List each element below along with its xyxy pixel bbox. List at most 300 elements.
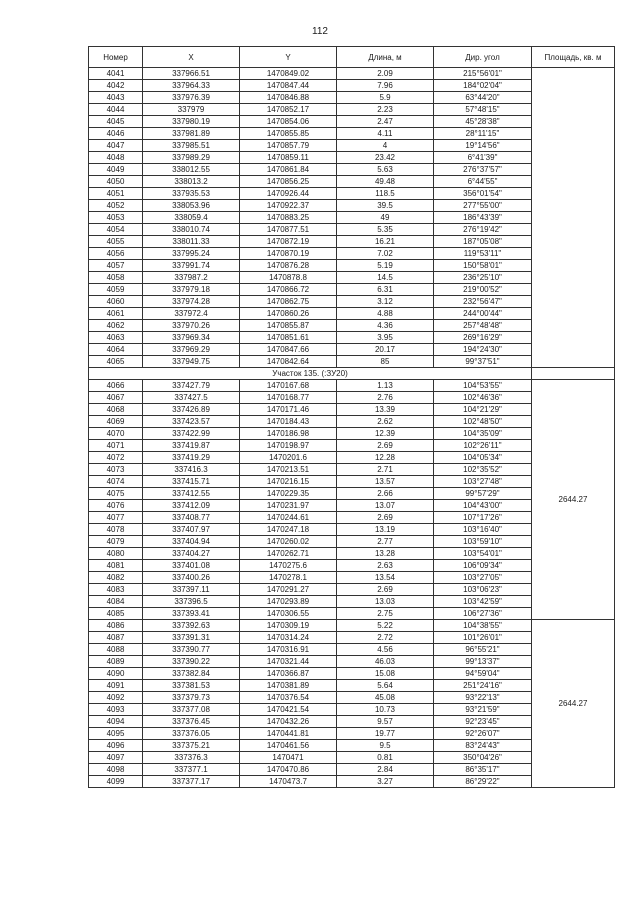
cell-length: 7.96 bbox=[337, 80, 434, 92]
cell-length: 5.22 bbox=[337, 620, 434, 632]
cell-y: 1470856.25 bbox=[240, 176, 337, 188]
cell-angle: 93°21'59" bbox=[434, 704, 532, 716]
cell-y: 1470216.15 bbox=[240, 476, 337, 488]
cell-length: 4.11 bbox=[337, 128, 434, 140]
cell-number: 4064 bbox=[89, 344, 143, 356]
cell-x: 337377.1 bbox=[143, 764, 240, 776]
cell-x: 337949.75 bbox=[143, 356, 240, 368]
section-title-filler bbox=[532, 368, 615, 380]
cell-y: 1470855.87 bbox=[240, 320, 337, 332]
cell-length: 1.13 bbox=[337, 380, 434, 392]
cell-length: 12.28 bbox=[337, 452, 434, 464]
cell-number: 4098 bbox=[89, 764, 143, 776]
cell-length: 5.64 bbox=[337, 680, 434, 692]
cell-number: 4090 bbox=[89, 668, 143, 680]
cell-y: 1470171.46 bbox=[240, 404, 337, 416]
cell-length: 12.39 bbox=[337, 428, 434, 440]
cell-x: 337423.57 bbox=[143, 416, 240, 428]
cell-length: 13.54 bbox=[337, 572, 434, 584]
cell-angle: 28°11'15" bbox=[434, 128, 532, 140]
cell-angle: 103°16'40" bbox=[434, 524, 532, 536]
cell-length: 2.71 bbox=[337, 464, 434, 476]
cell-y: 1470857.79 bbox=[240, 140, 337, 152]
cell-angle: 104°43'00" bbox=[434, 500, 532, 512]
cell-angle: 6°44'55" bbox=[434, 176, 532, 188]
cell-angle: 103°06'23" bbox=[434, 584, 532, 596]
cell-x: 337991.74 bbox=[143, 260, 240, 272]
cell-x: 337377.08 bbox=[143, 704, 240, 716]
cell-x: 337987.2 bbox=[143, 272, 240, 284]
section-title: Участок 135. (:ЗУ20) bbox=[89, 368, 532, 380]
cell-angle: 219°00'52" bbox=[434, 284, 532, 296]
cell-number: 4059 bbox=[89, 284, 143, 296]
cell-number: 4079 bbox=[89, 536, 143, 548]
cell-angle: 356°01'54" bbox=[434, 188, 532, 200]
cell-x: 338013.2 bbox=[143, 176, 240, 188]
cell-x: 337377.17 bbox=[143, 776, 240, 788]
cell-x: 337419.87 bbox=[143, 440, 240, 452]
cell-x: 337407.97 bbox=[143, 524, 240, 536]
cell-length: 10.73 bbox=[337, 704, 434, 716]
cell-length: 9.57 bbox=[337, 716, 434, 728]
cell-y: 1470842.64 bbox=[240, 356, 337, 368]
cell-length: 9.5 bbox=[337, 740, 434, 752]
cell-length: 13.03 bbox=[337, 596, 434, 608]
cell-y: 1470878.8 bbox=[240, 272, 337, 284]
cell-y: 1470852.17 bbox=[240, 104, 337, 116]
cell-length: 85 bbox=[337, 356, 434, 368]
cell-y: 1470877.51 bbox=[240, 224, 337, 236]
cell-number: 4042 bbox=[89, 80, 143, 92]
cell-y: 1470229.35 bbox=[240, 488, 337, 500]
cell-y: 1470862.75 bbox=[240, 296, 337, 308]
cell-x: 337404.27 bbox=[143, 548, 240, 560]
cell-x: 337400.26 bbox=[143, 572, 240, 584]
cell-x: 337415.71 bbox=[143, 476, 240, 488]
cell-angle: 63°44'20" bbox=[434, 92, 532, 104]
cell-y: 1470847.44 bbox=[240, 80, 337, 92]
cell-x: 338053.96 bbox=[143, 200, 240, 212]
cell-y: 1470186.98 bbox=[240, 428, 337, 440]
cell-y: 1470860.26 bbox=[240, 308, 337, 320]
cell-number: 4067 bbox=[89, 392, 143, 404]
cell-x: 337375.21 bbox=[143, 740, 240, 752]
cell-y: 1470872.19 bbox=[240, 236, 337, 248]
cell-number: 4085 bbox=[89, 608, 143, 620]
cell-angle: 103°27'48" bbox=[434, 476, 532, 488]
cell-y: 1470201.6 bbox=[240, 452, 337, 464]
cell-x: 337426.89 bbox=[143, 404, 240, 416]
cell-y: 1470260.02 bbox=[240, 536, 337, 548]
cell-number: 4065 bbox=[89, 356, 143, 368]
cell-angle: 94°59'04" bbox=[434, 668, 532, 680]
cell-y: 1470306.55 bbox=[240, 608, 337, 620]
cell-number: 4047 bbox=[89, 140, 143, 152]
cell-angle: 119°53'11" bbox=[434, 248, 532, 260]
cell-length: 3.27 bbox=[337, 776, 434, 788]
cell-x: 337396.5 bbox=[143, 596, 240, 608]
cell-angle: 102°46'36" bbox=[434, 392, 532, 404]
cell-angle: 150°58'01" bbox=[434, 260, 532, 272]
cell-angle: 99°57'29" bbox=[434, 488, 532, 500]
cell-x: 337985.51 bbox=[143, 140, 240, 152]
cell-length: 39.5 bbox=[337, 200, 434, 212]
cell-number: 4055 bbox=[89, 236, 143, 248]
cell-y: 1470470.86 bbox=[240, 764, 337, 776]
cell-length: 14.5 bbox=[337, 272, 434, 284]
cell-length: 46.03 bbox=[337, 656, 434, 668]
cell-length: 2.63 bbox=[337, 560, 434, 572]
cell-number: 4080 bbox=[89, 548, 143, 560]
cell-x: 337974.28 bbox=[143, 296, 240, 308]
cell-number: 4056 bbox=[89, 248, 143, 260]
cell-length: 13.07 bbox=[337, 500, 434, 512]
cell-number: 4096 bbox=[89, 740, 143, 752]
cell-angle: 99°13'37" bbox=[434, 656, 532, 668]
cell-angle: 104°38'55" bbox=[434, 620, 532, 632]
cell-length: 4 bbox=[337, 140, 434, 152]
cell-number: 4069 bbox=[89, 416, 143, 428]
cell-y: 1470471 bbox=[240, 752, 337, 764]
cell-angle: 6°41'39" bbox=[434, 152, 532, 164]
cell-y: 1470847.66 bbox=[240, 344, 337, 356]
cell-number: 4086 bbox=[89, 620, 143, 632]
page-number: 112 bbox=[312, 26, 328, 37]
cell-x: 337979.18 bbox=[143, 284, 240, 296]
cell-length: 45.08 bbox=[337, 692, 434, 704]
cell-number: 4088 bbox=[89, 644, 143, 656]
cell-number: 4097 bbox=[89, 752, 143, 764]
cell-number: 4082 bbox=[89, 572, 143, 584]
cell-length: 49.48 bbox=[337, 176, 434, 188]
cell-length: 4.56 bbox=[337, 644, 434, 656]
cell-number: 4048 bbox=[89, 152, 143, 164]
cell-x: 337970.26 bbox=[143, 320, 240, 332]
cell-x: 337935.53 bbox=[143, 188, 240, 200]
cell-y: 1470432.26 bbox=[240, 716, 337, 728]
cell-y: 1470184.43 bbox=[240, 416, 337, 428]
cell-angle: 257°48'48" bbox=[434, 320, 532, 332]
cell-length: 2.23 bbox=[337, 104, 434, 116]
cell-number: 4045 bbox=[89, 116, 143, 128]
cell-length: 5.63 bbox=[337, 164, 434, 176]
header-length: Длина, м bbox=[337, 47, 434, 68]
cell-x: 337408.77 bbox=[143, 512, 240, 524]
cell-number: 4051 bbox=[89, 188, 143, 200]
cell-y: 1470366.87 bbox=[240, 668, 337, 680]
cell-x: 337391.31 bbox=[143, 632, 240, 644]
cell-number: 4072 bbox=[89, 452, 143, 464]
cell-x: 337381.53 bbox=[143, 680, 240, 692]
table-row bbox=[89, 620, 615, 632]
cell-number: 4078 bbox=[89, 524, 143, 536]
cell-number: 4063 bbox=[89, 332, 143, 344]
cell-angle: 269°16'29" bbox=[434, 332, 532, 344]
cell-y: 1470926.44 bbox=[240, 188, 337, 200]
cell-length: 4.88 bbox=[337, 308, 434, 320]
area-cell: 2644.27 bbox=[532, 380, 615, 620]
cell-angle: 244°00'44" bbox=[434, 308, 532, 320]
cell-length: 5.9 bbox=[337, 92, 434, 104]
cell-angle: 107°17'26" bbox=[434, 512, 532, 524]
cell-number: 4041 bbox=[89, 68, 143, 80]
cell-y: 1470278.1 bbox=[240, 572, 337, 584]
cell-y: 1470231.97 bbox=[240, 500, 337, 512]
cell-number: 4050 bbox=[89, 176, 143, 188]
area-cell bbox=[532, 68, 615, 368]
cell-angle: 86°29'22" bbox=[434, 776, 532, 788]
cell-angle: 106°09'34" bbox=[434, 560, 532, 572]
cell-angle: 276°37'57" bbox=[434, 164, 532, 176]
header-area: Площадь, кв. м bbox=[532, 47, 615, 68]
cell-y: 1470309.19 bbox=[240, 620, 337, 632]
cell-number: 4089 bbox=[89, 656, 143, 668]
cell-number: 4058 bbox=[89, 272, 143, 284]
cell-length: 7.02 bbox=[337, 248, 434, 260]
cell-x: 337382.84 bbox=[143, 668, 240, 680]
cell-y: 1470244.61 bbox=[240, 512, 337, 524]
cell-x: 337416.3 bbox=[143, 464, 240, 476]
cell-angle: 104°21'29" bbox=[434, 404, 532, 416]
cell-angle: 102°48'50" bbox=[434, 416, 532, 428]
cell-number: 4093 bbox=[89, 704, 143, 716]
cell-y: 1470861.84 bbox=[240, 164, 337, 176]
cell-angle: 277°55'00" bbox=[434, 200, 532, 212]
area-cell: 2644.27 bbox=[532, 620, 615, 788]
cell-y: 1470321.44 bbox=[240, 656, 337, 668]
cell-length: 2.09 bbox=[337, 68, 434, 80]
cell-length: 15.08 bbox=[337, 668, 434, 680]
cell-number: 4062 bbox=[89, 320, 143, 332]
cell-x: 337390.77 bbox=[143, 644, 240, 656]
cell-y: 1470922.37 bbox=[240, 200, 337, 212]
cell-angle: 103°27'05" bbox=[434, 572, 532, 584]
cell-number: 4081 bbox=[89, 560, 143, 572]
cell-length: 4.36 bbox=[337, 320, 434, 332]
cell-y: 1470859.11 bbox=[240, 152, 337, 164]
cell-y: 1470854.06 bbox=[240, 116, 337, 128]
cell-number: 4087 bbox=[89, 632, 143, 644]
cell-y: 1470167.68 bbox=[240, 380, 337, 392]
cell-number: 4071 bbox=[89, 440, 143, 452]
cell-length: 6.31 bbox=[337, 284, 434, 296]
cell-x: 337979 bbox=[143, 104, 240, 116]
cell-length: 13.39 bbox=[337, 404, 434, 416]
cell-angle: 104°05'34" bbox=[434, 452, 532, 464]
table-row bbox=[89, 380, 615, 392]
cell-length: 2.72 bbox=[337, 632, 434, 644]
cell-y: 1470275.6 bbox=[240, 560, 337, 572]
cell-angle: 276°19'42" bbox=[434, 224, 532, 236]
cell-y: 1470213.51 bbox=[240, 464, 337, 476]
cell-length: 118.5 bbox=[337, 188, 434, 200]
cell-x: 337376.3 bbox=[143, 752, 240, 764]
cell-length: 5.19 bbox=[337, 260, 434, 272]
cell-length: 13.28 bbox=[337, 548, 434, 560]
cell-angle: 102°35'52" bbox=[434, 464, 532, 476]
cell-y: 1470849.02 bbox=[240, 68, 337, 80]
cell-length: 23.42 bbox=[337, 152, 434, 164]
cell-length: 5.35 bbox=[337, 224, 434, 236]
cell-number: 4094 bbox=[89, 716, 143, 728]
cell-angle: 194°24'30" bbox=[434, 344, 532, 356]
cell-angle: 19°14'56" bbox=[434, 140, 532, 152]
cell-x: 337404.94 bbox=[143, 536, 240, 548]
cell-y: 1470855.85 bbox=[240, 128, 337, 140]
cell-number: 4057 bbox=[89, 260, 143, 272]
cell-number: 4052 bbox=[89, 200, 143, 212]
cell-x: 337379.73 bbox=[143, 692, 240, 704]
cell-angle: 103°59'10" bbox=[434, 536, 532, 548]
cell-angle: 350°04'26" bbox=[434, 752, 532, 764]
cell-length: 16.21 bbox=[337, 236, 434, 248]
cell-x: 337412.55 bbox=[143, 488, 240, 500]
cell-length: 49 bbox=[337, 212, 434, 224]
table-row bbox=[89, 68, 615, 80]
cell-y: 1470883.25 bbox=[240, 212, 337, 224]
cell-number: 4083 bbox=[89, 584, 143, 596]
cell-number: 4054 bbox=[89, 224, 143, 236]
cell-x: 337393.41 bbox=[143, 608, 240, 620]
cell-number: 4095 bbox=[89, 728, 143, 740]
cell-length: 2.77 bbox=[337, 536, 434, 548]
cell-y: 1470293.89 bbox=[240, 596, 337, 608]
cell-y: 1470851.61 bbox=[240, 332, 337, 344]
cell-angle: 99°37'51" bbox=[434, 356, 532, 368]
cell-x: 338010.74 bbox=[143, 224, 240, 236]
cell-y: 1470846.88 bbox=[240, 92, 337, 104]
cell-x: 337995.24 bbox=[143, 248, 240, 260]
cell-y: 1470262.71 bbox=[240, 548, 337, 560]
cell-x: 338059.4 bbox=[143, 212, 240, 224]
cell-angle: 93°22'13" bbox=[434, 692, 532, 704]
cell-number: 4068 bbox=[89, 404, 143, 416]
cell-number: 4074 bbox=[89, 476, 143, 488]
cell-x: 337419.29 bbox=[143, 452, 240, 464]
cell-length: 2.69 bbox=[337, 512, 434, 524]
cell-length: 20.17 bbox=[337, 344, 434, 356]
cell-y: 1470441.81 bbox=[240, 728, 337, 740]
cell-y: 1470168.77 bbox=[240, 392, 337, 404]
cell-number: 4084 bbox=[89, 596, 143, 608]
cell-angle: 92°26'07" bbox=[434, 728, 532, 740]
cell-length: 2.69 bbox=[337, 440, 434, 452]
cell-length: 0.81 bbox=[337, 752, 434, 764]
cell-y: 1470314.24 bbox=[240, 632, 337, 644]
cell-number: 4099 bbox=[89, 776, 143, 788]
cell-x: 337972.4 bbox=[143, 308, 240, 320]
cell-angle: 232°56'47" bbox=[434, 296, 532, 308]
cell-angle: 104°35'09" bbox=[434, 428, 532, 440]
cell-angle: 103°54'01" bbox=[434, 548, 532, 560]
cell-y: 1470473.7 bbox=[240, 776, 337, 788]
cell-x: 337397.11 bbox=[143, 584, 240, 596]
cell-angle: 236°25'10" bbox=[434, 272, 532, 284]
cell-x: 337427.79 bbox=[143, 380, 240, 392]
cell-x: 337966.51 bbox=[143, 68, 240, 80]
cell-y: 1470421.54 bbox=[240, 704, 337, 716]
cell-y: 1470291.27 bbox=[240, 584, 337, 596]
cell-length: 2.47 bbox=[337, 116, 434, 128]
cell-x: 337422.99 bbox=[143, 428, 240, 440]
cell-angle: 57°48'15" bbox=[434, 104, 532, 116]
cell-x: 337376.05 bbox=[143, 728, 240, 740]
header-angle: Дир. угол bbox=[434, 47, 532, 68]
cell-angle: 215°56'01" bbox=[434, 68, 532, 80]
table-body bbox=[89, 68, 615, 788]
cell-angle: 83°24'43" bbox=[434, 740, 532, 752]
cell-length: 19.77 bbox=[337, 728, 434, 740]
cell-x: 337964.33 bbox=[143, 80, 240, 92]
cell-number: 4077 bbox=[89, 512, 143, 524]
cell-x: 338011.33 bbox=[143, 236, 240, 248]
cell-number: 4075 bbox=[89, 488, 143, 500]
cell-angle: 187°05'08" bbox=[434, 236, 532, 248]
table-header-row bbox=[89, 47, 615, 68]
cell-angle: 101°26'01" bbox=[434, 632, 532, 644]
cell-number: 4092 bbox=[89, 692, 143, 704]
cell-y: 1470876.28 bbox=[240, 260, 337, 272]
cell-number: 4073 bbox=[89, 464, 143, 476]
cell-length: 2.76 bbox=[337, 392, 434, 404]
cell-length: 13.19 bbox=[337, 524, 434, 536]
cell-length: 3.95 bbox=[337, 332, 434, 344]
cell-x: 337969.34 bbox=[143, 332, 240, 344]
cell-x: 337401.08 bbox=[143, 560, 240, 572]
cell-length: 13.57 bbox=[337, 476, 434, 488]
cell-y: 1470376.54 bbox=[240, 692, 337, 704]
cell-y: 1470866.72 bbox=[240, 284, 337, 296]
cell-angle: 86°35'17" bbox=[434, 764, 532, 776]
cell-angle: 102°26'11" bbox=[434, 440, 532, 452]
cell-number: 4044 bbox=[89, 104, 143, 116]
cell-angle: 251°24'16" bbox=[434, 680, 532, 692]
cell-angle: 45°28'38" bbox=[434, 116, 532, 128]
cell-x: 337427.5 bbox=[143, 392, 240, 404]
cell-x: 337376.45 bbox=[143, 716, 240, 728]
cell-y: 1470381.89 bbox=[240, 680, 337, 692]
cell-angle: 103°42'59" bbox=[434, 596, 532, 608]
cell-y: 1470870.19 bbox=[240, 248, 337, 260]
cell-number: 4053 bbox=[89, 212, 143, 224]
cell-number: 4061 bbox=[89, 308, 143, 320]
cell-x: 337390.22 bbox=[143, 656, 240, 668]
cell-length: 2.62 bbox=[337, 416, 434, 428]
header-number: Номер bbox=[89, 47, 143, 68]
cell-x: 337976.39 bbox=[143, 92, 240, 104]
cell-angle: 104°53'55" bbox=[434, 380, 532, 392]
cell-number: 4076 bbox=[89, 500, 143, 512]
cell-y: 1470316.91 bbox=[240, 644, 337, 656]
cell-x: 337969.29 bbox=[143, 344, 240, 356]
cell-length: 2.69 bbox=[337, 584, 434, 596]
cell-y: 1470461.56 bbox=[240, 740, 337, 752]
section-title-row bbox=[89, 368, 615, 380]
cell-x: 337989.29 bbox=[143, 152, 240, 164]
cell-number: 4066 bbox=[89, 380, 143, 392]
cell-number: 4049 bbox=[89, 164, 143, 176]
cell-x: 337412.09 bbox=[143, 500, 240, 512]
cell-angle: 184°02'04" bbox=[434, 80, 532, 92]
cell-angle: 186°43'39" bbox=[434, 212, 532, 224]
cell-x: 337392.63 bbox=[143, 620, 240, 632]
cell-x: 337981.89 bbox=[143, 128, 240, 140]
cell-length: 2.75 bbox=[337, 608, 434, 620]
header-x: X bbox=[143, 47, 240, 68]
header-y: Y bbox=[240, 47, 337, 68]
cell-number: 4091 bbox=[89, 680, 143, 692]
cell-length: 2.84 bbox=[337, 764, 434, 776]
